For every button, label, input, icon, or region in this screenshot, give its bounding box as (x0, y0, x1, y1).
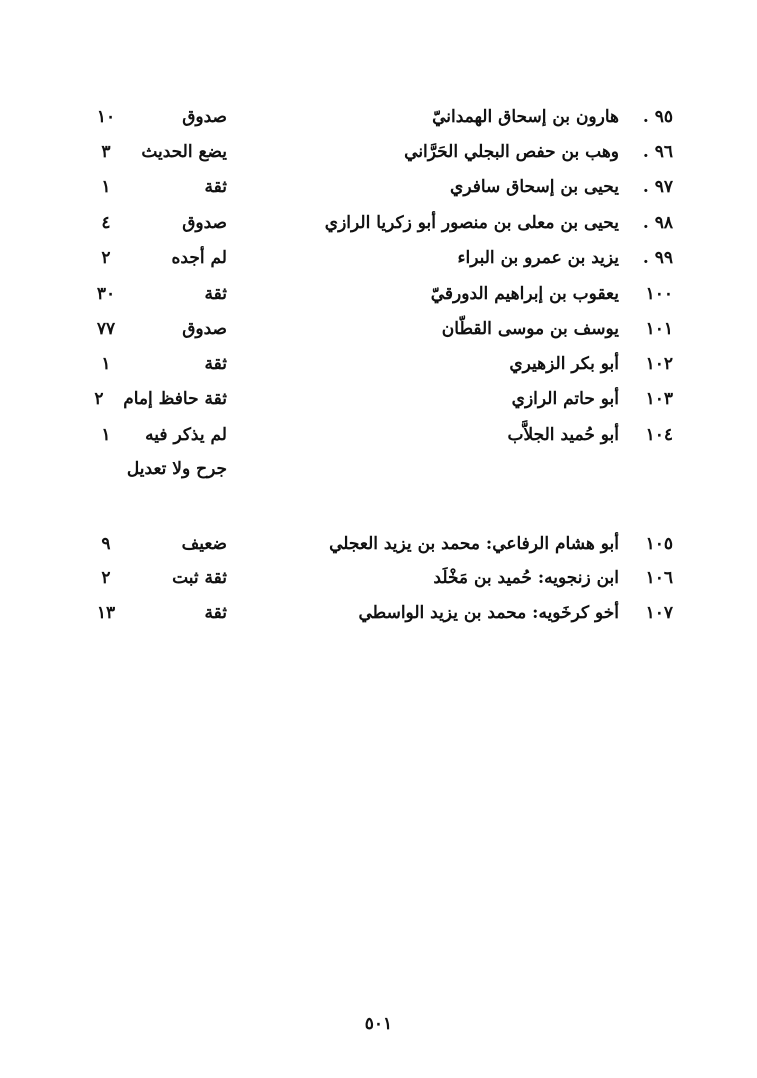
narrator-name: أبو حاتم الرازي (511, 389, 619, 409)
narrator-grade: ثقة (204, 284, 227, 304)
narrator-grade: لم أجده (171, 248, 227, 268)
narrator-grade: ثقة (204, 354, 227, 374)
narration-count: ٢ (101, 568, 111, 588)
entry-number: ٩٧ . (642, 177, 673, 197)
narration-count: ٧٧ (96, 319, 116, 339)
narrator-grade: صدوق (182, 213, 227, 233)
entry-number: ١٠٥ (645, 534, 673, 554)
narrator-name: أبو بكر الزهيري (509, 354, 619, 374)
entry-number: ٩٩ . (642, 248, 673, 268)
narrator-row-98 (0, 206, 757, 240)
narrator-row-100 (0, 277, 757, 311)
grade-note-row (0, 452, 757, 486)
narrator-name: يحيى بن معلى بن منصور أبو زكريا الرازي (324, 213, 619, 233)
narration-count: ١٣ (96, 603, 116, 623)
narrator-grade: ثقة (204, 177, 227, 197)
grade-note: جرح ولا تعديل (126, 459, 227, 479)
narrator-name: يحيى بن إسحاق سافري (450, 177, 619, 197)
page-number: ٥٠١ (364, 1014, 393, 1034)
narration-count: ١٠ (96, 107, 116, 127)
narrator-name: يوسف بن موسى القطّان (441, 319, 619, 339)
narration-count: ٩ (101, 534, 111, 554)
narrator-grade: صدوق (182, 319, 227, 339)
narrator-row-105 (0, 527, 757, 561)
narrator-row-95 (0, 100, 757, 134)
narrator-grade: ثقة (204, 603, 227, 623)
entry-number: ٩٥ . (642, 107, 673, 127)
narrator-grade: ثقة حافظ إمام (123, 389, 227, 409)
entry-number: ٩٦ . (642, 142, 673, 162)
narrator-row-104 (0, 418, 757, 452)
narrator-name: أخو كرخَويه: محمد بن يزيد الواسطي (358, 603, 619, 623)
narrator-row-96 (0, 135, 757, 169)
narration-count: ١ (101, 354, 111, 374)
narrator-row-99 (0, 241, 757, 275)
narrator-name: أبو حُميد الجلاَّب (507, 425, 619, 445)
narration-count: ٢ (94, 389, 104, 409)
entry-number: ١٠٧ (645, 603, 673, 623)
narrator-name: هارون بن إسحاق الهمدانيّ (432, 107, 619, 127)
entry-number: ١٠٦ (645, 568, 673, 588)
entry-number: ١٠٢ (645, 354, 673, 374)
narrator-name: يزيد بن عمرو بن البراء (457, 248, 619, 268)
narrator-row-107 (0, 596, 757, 630)
entry-number: ٩٨ . (642, 213, 673, 233)
narrator-grade: صدوق (182, 107, 227, 127)
narration-count: ٣٠ (96, 284, 116, 304)
narration-count: ٣ (101, 142, 111, 162)
narrator-row-101 (0, 312, 757, 346)
narrator-grade: ثقة ثبت (172, 568, 227, 588)
narration-count: ١ (101, 177, 111, 197)
narrator-row-97 (0, 170, 757, 204)
narrator-grade: يضع الحديث (141, 142, 227, 162)
narration-count: ٤ (101, 213, 111, 233)
narration-count: ١ (101, 425, 111, 445)
narrator-name: وهب بن حفص البجلي الحَرَّاني (404, 142, 619, 162)
narration-count: ٢ (101, 248, 111, 268)
entry-number: ١٠٠ (645, 284, 673, 304)
narrator-name: ابن زنجويه: حُميد بن مَخْلَد (433, 568, 619, 588)
narrator-row-102 (0, 347, 757, 381)
entry-number: ١٠٣ (645, 389, 673, 409)
entry-number: ١٠٤ (645, 425, 673, 445)
narrator-name: أبو هشام الرفاعي: محمد بن يزيد العجلي (329, 534, 619, 554)
narrator-grade: ضعيف (181, 534, 227, 554)
narrator-row-106 (0, 561, 757, 595)
narrator-name: يعقوب بن إبراهيم الدورقيّ (430, 284, 619, 304)
entry-number: ١٠١ (645, 319, 673, 339)
narrator-row-103 (0, 382, 757, 416)
narrator-grade: لم يذكر فيه (145, 425, 227, 445)
